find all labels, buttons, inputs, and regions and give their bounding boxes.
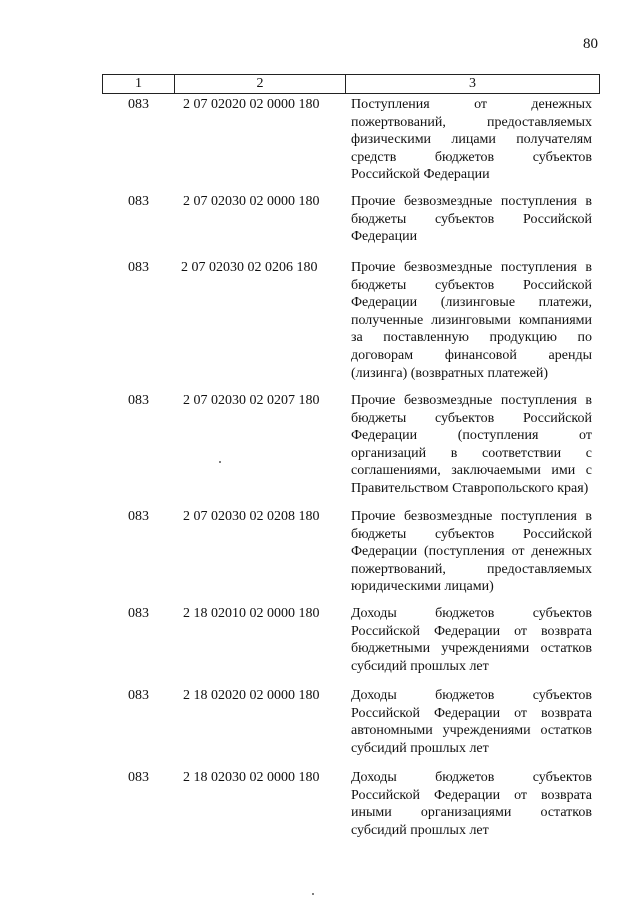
budget-code: 2 18 02020 02 0000 180	[183, 688, 320, 703]
budget-code: 2 07 02020 02 0000 180	[183, 97, 320, 112]
row-description: Доходы бюджетов субъектов Российской Федерации от возврата бюджетными учреждениями остатков субсидий прошлых лет	[351, 606, 592, 674]
row-description: Доходы бюджетов субъектов Российской Федерации от возврата иными организациями остатков субсидий прошлых лет	[351, 770, 592, 838]
row-description: Прочие безвозмездные поступления в бюджеты субъектов Российской Федерации (лизинговые платежи, полученные лизинговыми компаниями за поставленную продукцию по договорам финансовой аренды (лизинга) (возвратных платежей)	[351, 260, 592, 381]
admin-code: 083	[128, 260, 149, 275]
header-col-3: 3	[469, 76, 476, 91]
row-description: Доходы бюджетов субъектов Российской Федерации от возврата автономными учреждениями остатков субсидий прошлых лет	[351, 688, 592, 756]
scan-speck	[312, 893, 314, 895]
budget-code: 2 07 02030 02 0207 180	[183, 393, 320, 408]
admin-code: 083	[128, 194, 149, 209]
budget-code: 2 18 02030 02 0000 180	[183, 770, 320, 785]
budget-code: 2 07 02030 02 0208 180	[183, 509, 320, 524]
admin-code: 083	[128, 393, 149, 408]
row-description: Прочие безвозмездные поступления в бюджеты субъектов Российской Федерации (поступления от организаций в соответствии с соглашениями, заключаемыми ими с Правительством Ставропольского края)	[351, 393, 592, 496]
page-number: 80	[583, 36, 598, 52]
header-col-1: 1	[103, 75, 175, 93]
scan-speck	[219, 461, 221, 463]
row-description: Поступления от денежных пожертвований, предоставляемых физическими лицами получателям средств бюджетов субъектов Российской Федерации	[351, 97, 592, 183]
admin-code: 083	[128, 97, 149, 112]
row-description: Прочие безвозмездные поступления в бюджеты субъектов Российской Федерации (поступления от денежных пожертвований, предоставляемых юридическими лицами)	[351, 509, 592, 595]
admin-code: 083	[128, 509, 149, 524]
admin-code: 083	[128, 770, 149, 785]
budget-code: 2 07 02030 02 0206 180	[181, 260, 318, 275]
budget-code: 2 07 02030 02 0000 180	[183, 194, 320, 209]
header-col-2: 2	[175, 75, 346, 93]
admin-code: 083	[128, 688, 149, 703]
budget-code: 2 18 02010 02 0000 180	[183, 606, 320, 621]
admin-code: 083	[128, 606, 149, 621]
row-description: Прочие безвозмездные поступления в бюджеты субъектов Российской Федерации	[351, 194, 592, 245]
table-header	[102, 74, 600, 94]
